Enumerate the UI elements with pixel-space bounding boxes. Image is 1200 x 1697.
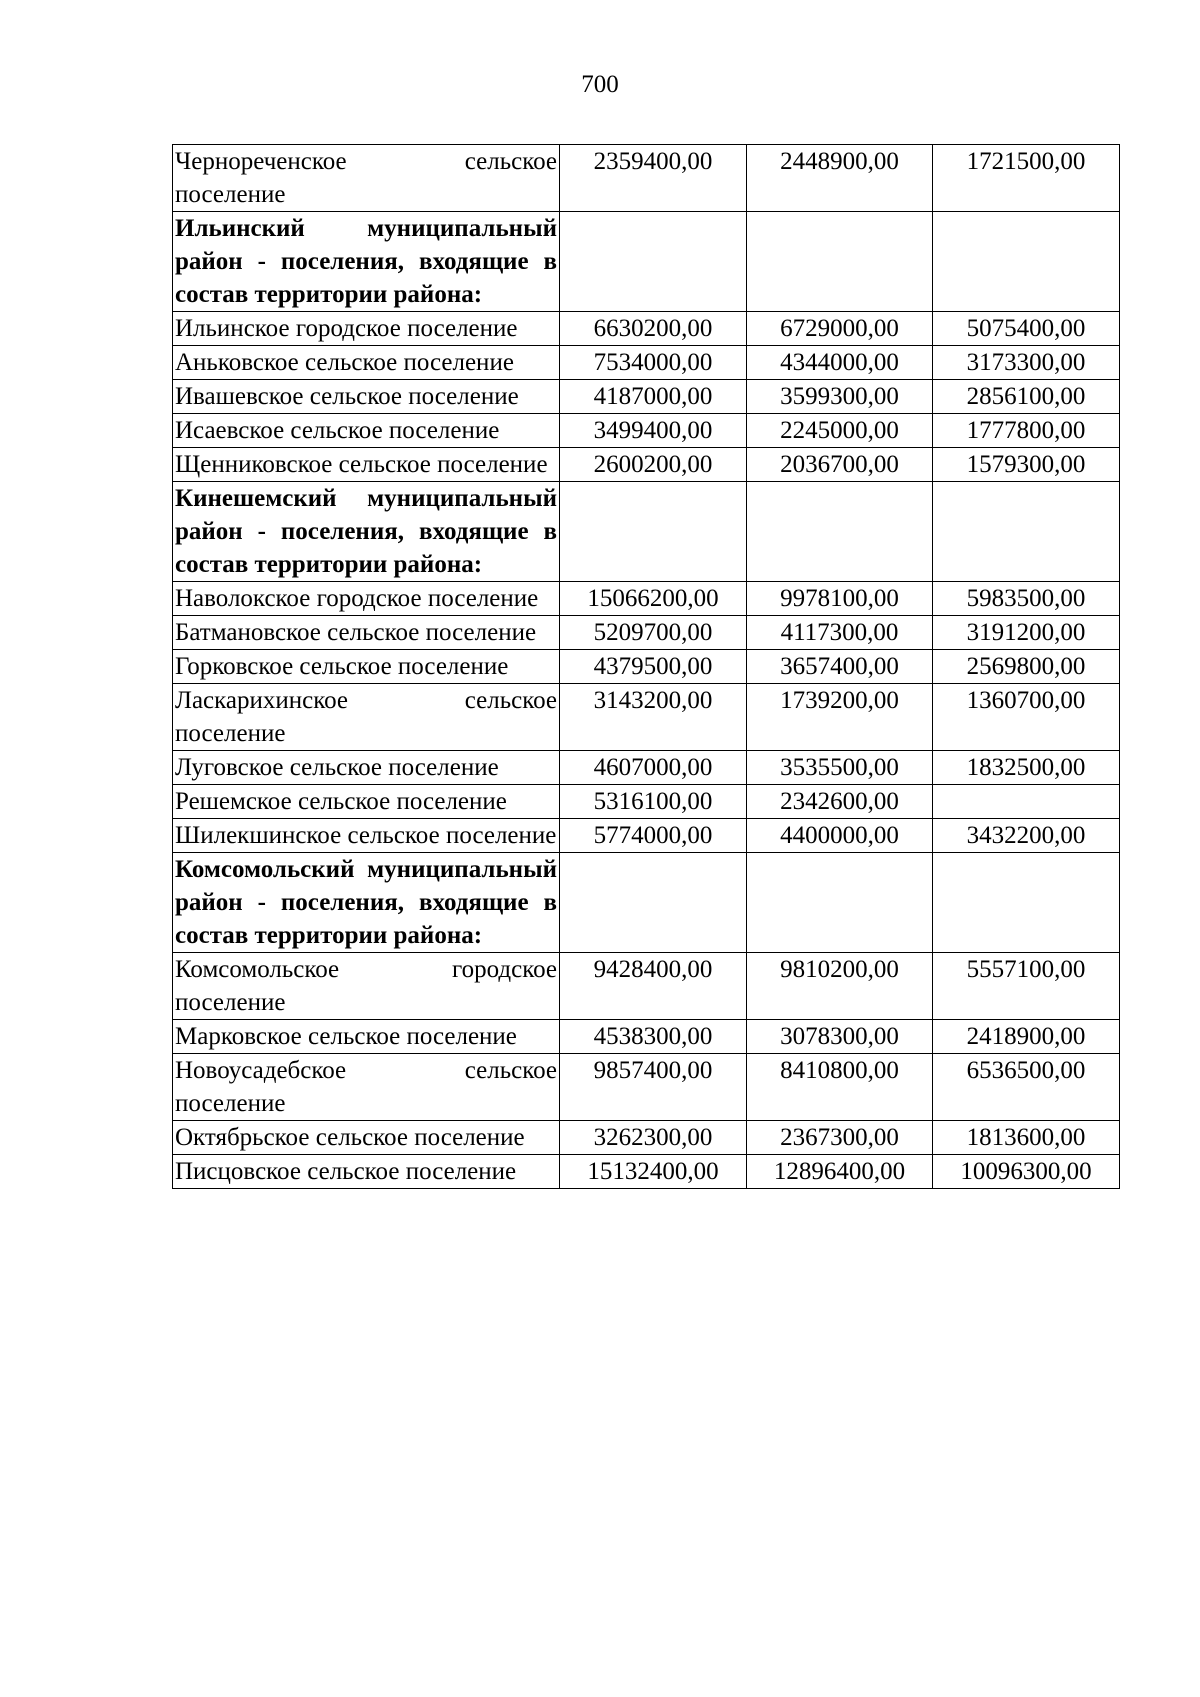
value-col-2: 3078300,00 xyxy=(747,1020,933,1054)
value-col-1: 7534000,00 xyxy=(560,346,747,380)
settlement-name: Писцовское сельское поселение xyxy=(173,1155,560,1189)
value-col-2 xyxy=(747,482,933,582)
value-col-3: 5983500,00 xyxy=(933,582,1120,616)
table-row xyxy=(173,414,1120,448)
table-row xyxy=(173,448,1120,482)
value-col-2: 4117300,00 xyxy=(747,616,933,650)
value-col-3: 1813600,00 xyxy=(933,1121,1120,1155)
table-row xyxy=(173,1155,1120,1189)
value-col-1: 15066200,00 xyxy=(560,582,747,616)
value-col-3: 1579300,00 xyxy=(933,448,1120,482)
settlement-name: Горковское сельское поселение xyxy=(173,650,560,684)
table-row xyxy=(173,616,1120,650)
value-col-2: 2367300,00 xyxy=(747,1121,933,1155)
value-col-1: 2600200,00 xyxy=(560,448,747,482)
value-col-3: 1832500,00 xyxy=(933,751,1120,785)
value-col-3: 2856100,00 xyxy=(933,380,1120,414)
value-col-2: 4400000,00 xyxy=(747,819,933,853)
value-col-3: 1777800,00 xyxy=(933,414,1120,448)
table-row xyxy=(173,582,1120,616)
value-col-3: 10096300,00 xyxy=(933,1155,1120,1189)
table-row xyxy=(173,1020,1120,1054)
table-row xyxy=(173,380,1120,414)
value-col-3: 3191200,00 xyxy=(933,616,1120,650)
value-col-2 xyxy=(747,212,933,312)
district-heading: Ильинский муниципальный район - поселения, входящие в состав территории района: xyxy=(173,212,560,312)
table-row xyxy=(173,785,1120,819)
value-col-3 xyxy=(933,853,1120,953)
value-col-1: 5316100,00 xyxy=(560,785,747,819)
settlement-name: Батмановское сельское поселение xyxy=(173,616,560,650)
settlement-name: Комсомольское городское поселение xyxy=(173,953,560,1020)
value-col-2: 2342600,00 xyxy=(747,785,933,819)
table-row xyxy=(173,650,1120,684)
settlement-name: Щенниковское сельское поселение xyxy=(173,448,560,482)
value-col-2 xyxy=(747,853,933,953)
table-row xyxy=(173,312,1120,346)
value-col-3: 2569800,00 xyxy=(933,650,1120,684)
table-row xyxy=(173,684,1120,751)
table-row xyxy=(173,751,1120,785)
value-col-1: 5774000,00 xyxy=(560,819,747,853)
value-col-3 xyxy=(933,212,1120,312)
page-number: 700 xyxy=(581,71,619,98)
value-col-1: 4538300,00 xyxy=(560,1020,747,1054)
value-col-3: 6536500,00 xyxy=(933,1054,1120,1121)
value-col-1 xyxy=(560,482,747,582)
value-col-2: 2036700,00 xyxy=(747,448,933,482)
settlement-name: Ивашевское сельское поселение xyxy=(173,380,560,414)
value-col-1: 4607000,00 xyxy=(560,751,747,785)
value-col-2: 12896400,00 xyxy=(747,1155,933,1189)
value-col-1 xyxy=(560,853,747,953)
table-row-heading xyxy=(173,482,1120,582)
settlement-name: Марковское сельское поселение xyxy=(173,1020,560,1054)
value-col-2: 6729000,00 xyxy=(747,312,933,346)
district-heading: Комсомольский муниципальный район - поселения, входящие в состав территории района: xyxy=(173,853,560,953)
value-col-3: 3173300,00 xyxy=(933,346,1120,380)
value-col-1: 3143200,00 xyxy=(560,684,747,751)
value-col-3: 5557100,00 xyxy=(933,953,1120,1020)
value-col-2: 2448900,00 xyxy=(747,145,933,212)
value-col-2: 2245000,00 xyxy=(747,414,933,448)
settlement-name: Аньковское сельское поселение xyxy=(173,346,560,380)
value-col-2: 3535500,00 xyxy=(747,751,933,785)
value-col-3 xyxy=(933,785,1120,819)
value-col-3: 2418900,00 xyxy=(933,1020,1120,1054)
value-col-2: 4344000,00 xyxy=(747,346,933,380)
value-col-1: 6630200,00 xyxy=(560,312,747,346)
value-col-2: 8410800,00 xyxy=(747,1054,933,1121)
value-col-1: 2359400,00 xyxy=(560,145,747,212)
value-col-1: 3262300,00 xyxy=(560,1121,747,1155)
value-col-1 xyxy=(560,212,747,312)
settlement-name: Ильинское городское поселение xyxy=(173,312,560,346)
value-col-1: 4187000,00 xyxy=(560,380,747,414)
table-row xyxy=(173,953,1120,1020)
value-col-1: 3499400,00 xyxy=(560,414,747,448)
value-col-1: 9857400,00 xyxy=(560,1054,747,1121)
table-body xyxy=(173,145,1120,1189)
value-col-1: 4379500,00 xyxy=(560,650,747,684)
table-row-heading xyxy=(173,853,1120,953)
settlement-name: Ласкарихинское сельское поселение xyxy=(173,684,560,751)
value-col-2: 9978100,00 xyxy=(747,582,933,616)
settlement-name: Исаевское сельское поселение xyxy=(173,414,560,448)
value-col-3: 3432200,00 xyxy=(933,819,1120,853)
value-col-2: 1739200,00 xyxy=(747,684,933,751)
settlement-name: Новоусадебское сельское поселение xyxy=(173,1054,560,1121)
value-col-3: 1721500,00 xyxy=(933,145,1120,212)
value-col-1: 9428400,00 xyxy=(560,953,747,1020)
value-col-2: 9810200,00 xyxy=(747,953,933,1020)
settlement-name: Наволокское городское поселение xyxy=(173,582,560,616)
settlement-name: Чернореченское сельское поселение xyxy=(173,145,560,212)
value-col-1: 5209700,00 xyxy=(560,616,747,650)
settlement-name: Шилекшинское сельское поселение xyxy=(173,819,560,853)
table-row xyxy=(173,145,1120,212)
value-col-2: 3657400,00 xyxy=(747,650,933,684)
value-col-1: 15132400,00 xyxy=(560,1155,747,1189)
table-row xyxy=(173,819,1120,853)
table-row xyxy=(173,1054,1120,1121)
budget-table xyxy=(172,144,1120,1189)
value-col-3: 1360700,00 xyxy=(933,684,1120,751)
settlement-name: Октябрьское сельское поселение xyxy=(173,1121,560,1155)
value-col-3: 5075400,00 xyxy=(933,312,1120,346)
table-row xyxy=(173,346,1120,380)
table-row-heading xyxy=(173,212,1120,312)
value-col-2: 3599300,00 xyxy=(747,380,933,414)
value-col-3 xyxy=(933,482,1120,582)
settlement-name: Луговское сельское поселение xyxy=(173,751,560,785)
table-row xyxy=(173,1121,1120,1155)
district-heading: Кинешемский муниципальный район - поселения, входящие в состав территории района: xyxy=(173,482,560,582)
settlement-name: Решемское сельское поселение xyxy=(173,785,560,819)
